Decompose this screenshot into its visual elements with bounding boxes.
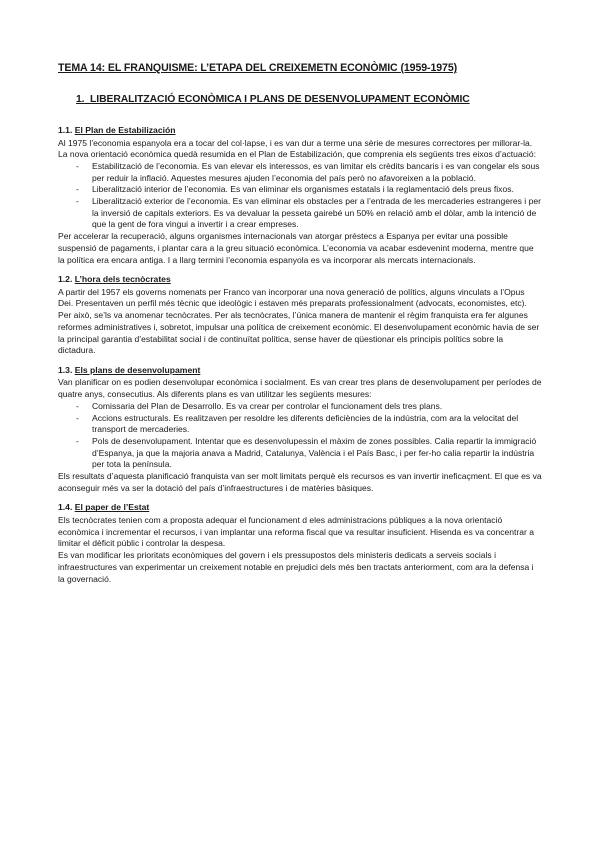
list-item — [76, 435, 542, 471]
dash-bullet: - — [76, 160, 79, 171]
list-item-text: Pols de desenvolupament. Intentar que es desenvolupessin el màxim de zones possibles. Calia repartir la immigració d’Espanya, ja que la majoria anava a Madrid, Catalunya, València i el País Basc, i per fer-ho calia repartir la indústria per tota la península. — [92, 435, 537, 470]
subsection-1-1-outro: Per accelerar la recuperació, alguns organismes internacionals van atorgar préstecs a Espanya per evitar una possible suspensió de pagaments, i plantar cara a la greu situació econòmica. L’economia va acabar esdevenint moderna, mentre que la política era encara antiga. I a llarg termini l’economia espanyola es va incorporar als mercats internacionals. — [58, 231, 534, 265]
subsection-1-3 — [58, 365, 542, 495]
list-item-text: Comissaria del Plan de Desarrollo. Es va crear per controlar el funcionament dels tres plans. — [92, 400, 443, 411]
subsection-1-3-intro: Van planificar on es podien desenvolupar econòmica i socialment. Es van crear tres plans de desenvolupament per períodes de quatre anys, consecutius. Als diferents plans es van utilitzar les següents mesures: — [58, 377, 542, 400]
subsection-1-2-heading — [58, 274, 542, 286]
subsection-1-4-number: 1.4. — [58, 502, 73, 513]
subsection-1-1-number: 1.1. — [58, 125, 73, 135]
subsection-1-1-title: El Plan de Estabilización — [74, 125, 176, 135]
subsection-1-2 — [58, 274, 542, 357]
subsection-1-4-paragraph-1: Els tecnòcrates tenien com a proposta adequar el funcionament d eles administracions públiques a la nova orientació econòmica i incrementar el recursos, i van implantar una reforma fiscal que va resultar insuficient. Hisenda es va concentrar a limitar el dèficit públic i controlar la despesa. — [58, 514, 534, 549]
subsection-1-1-heading — [58, 125, 542, 137]
section-1-heading — [76, 94, 542, 105]
subsection-1-1 — [58, 125, 542, 266]
document-title: TEMA 14: EL FRANQUISME: L’ETAPA DEL CREIXEMETN ECONÒMIC (1959-1975) — [58, 62, 458, 74]
subsection-1-3-title: Els plans de desenvolupament — [74, 364, 201, 375]
subsection-1-4-paragraph-2: Es van modificar les prioritats econòmiques del govern i els pressupostos dels ministeris dedicats a serveis socials i infraestructures van experimentar un creixement notable en prejudici dels més ben tractats anteriorment, com ara la defensa i la governació. — [58, 550, 534, 584]
list-item-text: Liberalització interior de l’economia. Es van eliminar els organismes estatals i la reglamentació dels preus fixos. — [92, 184, 514, 195]
subsection-1-4-title: El paper de l’Estat — [74, 502, 150, 513]
dash-bullet: - — [76, 400, 79, 411]
subsection-1-1-list — [58, 161, 542, 231]
list-item — [76, 400, 542, 413]
subsection-1-2-title: L’hora dels tecnòcrates — [74, 274, 171, 285]
list-item-text: Liberalització exterior de l’economia. Es van eliminar els obstacles per a l’entrada de les mercaderies estrangeres i per la inversió de capitals exteriors. Es va devaluar la pesseta gairebé un 50% en relació amb el dòlar, amb la intenció de que la gent de fora vingui a invertir i a crear empreses. — [92, 196, 541, 230]
list-item-text: Accions estructurals. Es realitzaven per resoldre les diferents deficiències de la indústria, com ara la velocitat del transport de mercaderies. — [92, 412, 519, 435]
subsection-1-2-number: 1.2. — [58, 274, 73, 285]
subsection-1-4-heading — [58, 502, 542, 514]
list-item — [76, 160, 542, 184]
subsection-1-3-outro: Els resultats d’aquesta planificació franquista van ser molt limitats perquè els recursos es van invertir ineficaçment. El que es va aconseguir més va ser la dotació del país d’infraestructures i de matèries bàsiques. — [58, 471, 542, 493]
subsection-1-4 — [58, 502, 542, 585]
dash-bullet: - — [76, 435, 79, 446]
subsection-1-1-intro: Al 1975 l’economia espanyola era a tocar del col·lapse, i es van dur a terme una sèrie de mesures correctores per millorar-la. La nova orientació econòmica quedà resumida en el Plan de Estabilización, que comprenia els següents tres eixos d’actuació: — [58, 137, 536, 160]
list-item — [76, 196, 542, 231]
subsection-1-3-number: 1.3. — [58, 364, 73, 375]
dash-bullet: - — [76, 184, 79, 195]
list-item — [76, 184, 542, 196]
section-1-number: 1. — [76, 94, 85, 105]
subsection-1-2-text: A partir del 1957 els governs nomenats per Franco van incorporar una nova generació de polítics, alguns vinculats a l’Opus Dei. Presentaven un perfil més tècnic que ideològic i estaven més preparats professionalment (advocats, economistes, etc). Per això, se’ls va anomenar tecnòcrates. Per als tecnòcrates, l’única manera de mantenir el règim franquista era fer algunes reformes administratives i, sobretot, impulsar una política de creixement econòmic. El desenvolupament econòmic havia de ser la principal garantia d’estabilitat social i de continuïtat política, sense haver de qüestionar els principis polítics sobre la dictadura. — [58, 286, 540, 356]
list-item-text: Estabilització de l’economia. Es van elevar els interessos, es van limitar els crèdits bancaris i es van congelar els sous per reduir la inflació. Aquestes mesures ajuden l’economia del país però no afavoreixen a la població. — [92, 160, 540, 183]
subsection-1-3-heading — [58, 365, 542, 377]
dash-bullet: - — [76, 412, 79, 423]
subsection-1-3-list — [58, 401, 542, 471]
section-1-title: LIBERALITZACIÓ ECONÒMICA I PLANS DE DESENVOLUPAMENT ECONÒMIC — [90, 94, 470, 105]
list-item — [76, 412, 542, 436]
dash-bullet: - — [76, 196, 79, 207]
